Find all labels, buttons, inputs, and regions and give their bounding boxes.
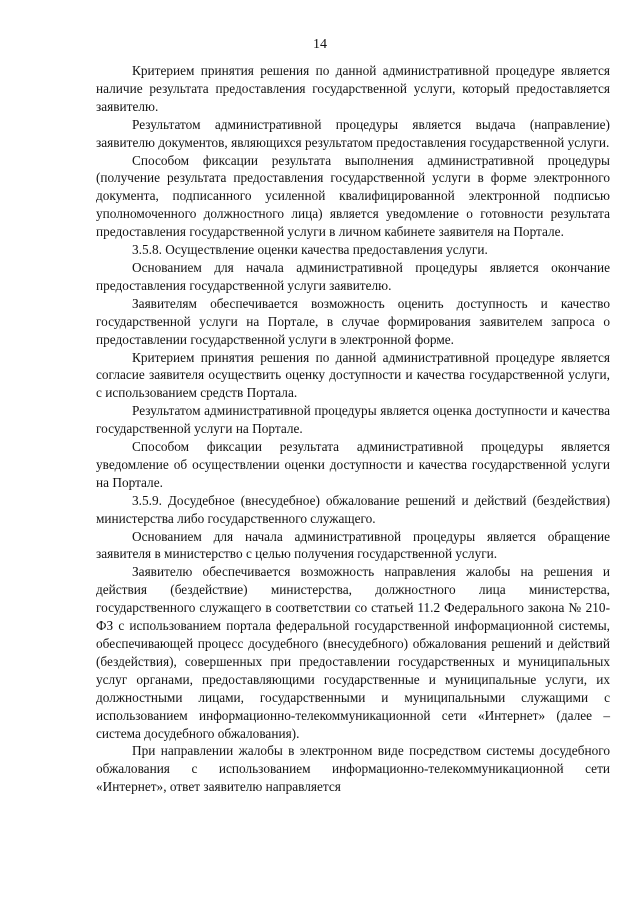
paragraph: Заявителям обеспечивается возможность оценить доступность и качество государственной услуги на Портале, в случае формирования заявителем запроса о предоставлении государственной услуги в электронной форме. <box>96 295 610 347</box>
paragraph: Критерием принятия решения по данной административной процедуре является наличие результата предоставления государственной услуги, который предоставляется заявителю. <box>96 63 610 114</box>
page-number: 14 <box>313 37 327 52</box>
paragraph: Заявителю обеспечивается возможность направления жалобы на решения и действия (бездействие) министерства, должностного лица министерства, государственного служащего в соответствии со статьей 11.2 Федерального закона № 210-ФЗ с использованием портала федеральной государственной информационной системы, обеспечивающей процесс досудебного (внесудебного) обжалования решений и действий (бездействия), совершенных при предоставлении государственных и муниципальных услуг органами, предоставляющими государственные и муниципальные услуги, их должностными лицами, государственными и муниципальными служащими с использованием информационно-телекоммуникационной сети «Интернет» (далее – система досудебного обжалования). <box>96 564 610 741</box>
paragraph: Критерием принятия решения по данной административной процедуре является согласие заявителя осуществить оценку доступности и качества государственной услуги, с использованием средств Портала. <box>96 349 610 401</box>
paragraph: При направлении жалобы в электронном виде посредством системы досудебного обжалования с использованием информационно-телекоммуникационной сети «Интернет», ответ заявителю направляется <box>96 743 610 795</box>
section-heading-3-5-8: 3.5.8. Осуществление оценки качества предоставления услуги. <box>132 242 488 258</box>
paragraph: Основанием для начала административной процедуры является окончание предоставления государственной услуги заявителю. <box>96 259 610 293</box>
paragraph: Результатом административной процедуры является выдача (направление) заявителю документов, являющихся результатом предоставления государственной услуги. <box>96 116 610 150</box>
document-body <box>96 62 610 796</box>
paragraph: Основанием для начала административной процедуры является обращение заявителя в министерство с целью получения государственной услуги. <box>96 528 610 562</box>
paragraph: Способом фиксации результата административной процедуры является уведомление об осуществлении оценки доступности и качества государственной услуги на Портале. <box>96 439 610 490</box>
paragraph: Результатом административной процедуры является оценка доступности и качества государственной услуги на Портале. <box>96 403 610 437</box>
section-heading-3-5-9: 3.5.9. Досудебное (внесудебное) обжалование решений и действий (бездействия) министерства либо государственного служащего. <box>96 492 610 526</box>
paragraph: Способом фиксации результата выполнения административной процедуры (получение результата предоставления государственной услуги в форме электронного документа, подписанного усиленной квалифицированной электронной подписью уполномоченного должностного лица) является уведомление о готовности результата предоставления государственной услуги в личном кабинете заявителя на Портале. <box>96 152 610 240</box>
